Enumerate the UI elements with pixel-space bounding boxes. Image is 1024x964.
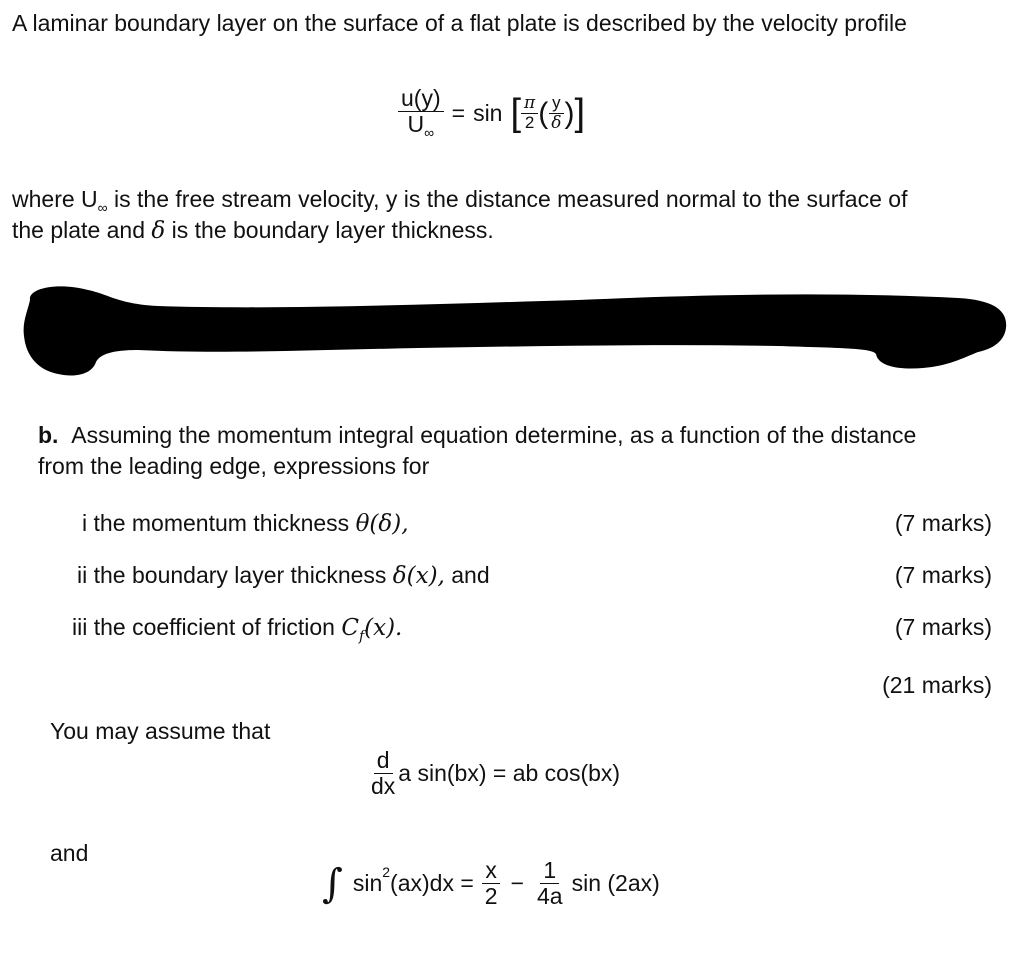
where-line-2: the plate and δ is the boundary layer thickness.	[12, 217, 494, 244]
pi-over-two: $\frac{\pi}{2}$	[521, 94, 538, 132]
ratio-numerator: u(y)	[398, 86, 444, 112]
part-b-line-1: b. Assuming the momentum integral equation determine, as a function of the distance	[38, 422, 917, 448]
velocity-ratio-fraction	[398, 86, 444, 141]
item-i: i the momentum thickness θ(δ),	[82, 510, 409, 537]
sin-function: sin	[473, 100, 503, 127]
equals-sign: =	[451, 100, 466, 127]
ratio-denominator: $U_\infty$	[407, 111, 435, 141]
d-dx-fraction: $\frac{d}{dx}$	[371, 747, 396, 800]
redaction-mark	[18, 270, 1014, 390]
assume-label: You may assume that	[50, 718, 271, 744]
where-line-1: where $U_\infty$ is the free stream velocity, y is the distance measured normal to the surface of	[12, 186, 908, 216]
item-ii: ii the boundary layer thickness δ(x), and	[77, 562, 490, 589]
part-b-label: b.	[38, 422, 59, 448]
item-ii-marks: (7 marks)	[894, 562, 992, 588]
total-marks: (21 marks)	[882, 672, 992, 698]
item-i-marks: (7 marks)	[894, 510, 992, 536]
and-label: and	[50, 840, 89, 866]
item-iii-marks: (7 marks)	[894, 614, 992, 640]
integral-sign: ∫	[322, 860, 343, 907]
intro-text: A laminar boundary layer on the surface of a flat plate is described by the velocity profile	[12, 10, 907, 36]
x-over-2: $\frac{x}{2}$	[482, 858, 501, 910]
item-iii: iii the coefficient of friction $C_f(x)$.	[72, 614, 403, 645]
integral-identity: ∫ sin $^2$ (ax)dx = $\frac{x}{2}$ − $\frac{1}{4a}$ sin (2ax)	[322, 857, 660, 910]
one-over-4a: $\frac{1}{4a}$	[537, 857, 563, 910]
derivative-identity: $\frac{d}{dx}$ a sin(bx) = ab cos(bx)	[368, 748, 620, 800]
y-over-delta: $\frac{y}{\delta}$	[548, 94, 564, 132]
part-b-line-2: from the leading edge, expressions for	[38, 453, 430, 479]
velocity-profile-equation: $\frac{u(y)}{U_\infty}$ = sin [ $\frac{\pi}{2}$ ( $\frac{y}{\delta}$ ) ]	[398, 86, 585, 141]
